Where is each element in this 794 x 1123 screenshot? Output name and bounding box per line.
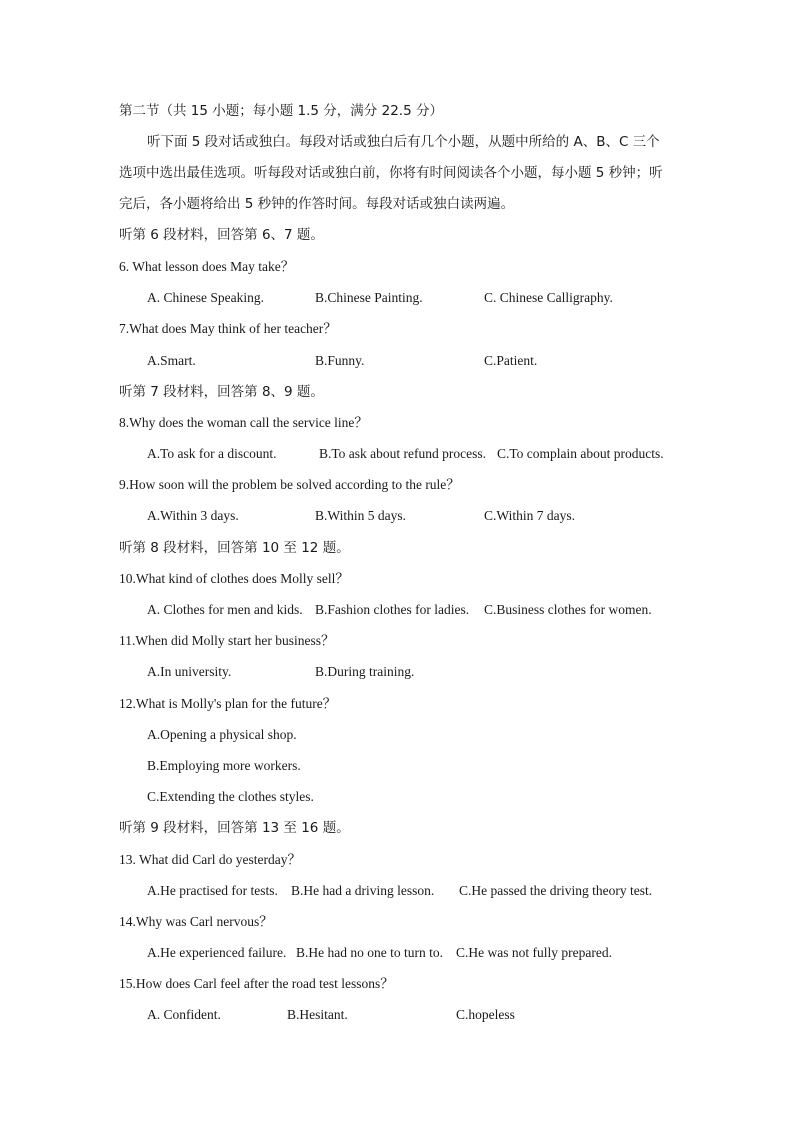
question-11: 11.When did Molly start her business？ <box>119 633 335 648</box>
question-6: 6. What lesson does May take？ <box>119 259 295 274</box>
question-14-option-a: A.He experienced failure. <box>147 945 287 960</box>
group-heading-7: 听第 7 段材料，回答第 8、9 题。 <box>119 384 324 400</box>
group-heading-6: 听第 6 段材料，回答第 6、7 题。 <box>119 227 324 243</box>
question-6-option-b: B.Chinese Painting. <box>315 290 423 305</box>
question-8-option-c: C.To complain about products. <box>497 446 664 461</box>
question-10-option-b: B.Fashion clothes for ladies. <box>315 602 470 617</box>
question-12-option-b: B.Employing more workers. <box>147 758 301 773</box>
question-8: 8.Why does the woman call the service line？ <box>119 415 368 430</box>
question-14-option-b: B.He had no one to turn to. <box>296 945 443 960</box>
question-8-option-a: A.To ask for a discount. <box>147 446 277 461</box>
question-11-option-a: A.In university. <box>147 664 232 679</box>
question-6-option-c: C. Chinese Calligraphy. <box>484 290 613 305</box>
question-13-option-b: B.He had a driving lesson. <box>291 883 435 898</box>
question-9-option-b: B.Within 5 days. <box>315 508 406 523</box>
question-15-option-b: B.Hesitant. <box>287 1007 348 1022</box>
instruction-line-3: 完后，各小题将给出 5 秒钟的作答时间。每段对话或独白读两遍。 <box>119 196 515 212</box>
question-10-option-a: A. Clothes for men and kids. <box>147 602 303 617</box>
question-11-option-b: B.During training. <box>315 664 415 679</box>
question-7-option-c: C.Patient. <box>484 353 538 368</box>
group-heading-9: 听第 9 段材料，回答第 13 至 16 题。 <box>119 820 350 836</box>
question-6-option-a: A. Chinese Speaking. <box>147 290 264 305</box>
question-12: 12.What is Molly's plan for the future？ <box>119 696 337 711</box>
question-14: 14.Why was Carl nervous？ <box>119 914 273 929</box>
instruction-line-1: 听下面 5 段对话或独白。每段对话或独白后有几个小题，从题中所给的 A、B、C 三个 <box>147 134 660 150</box>
question-7-option-b: B.Funny. <box>315 353 365 368</box>
question-7: 7.What does May think of her teacher？ <box>119 321 337 336</box>
question-9: 9.How soon will the problem be solved according to the rule？ <box>119 477 460 492</box>
question-13-option-a: A.He practised for tests. <box>147 883 278 898</box>
question-12-option-c: C.Extending the clothes styles. <box>147 789 314 804</box>
question-15-option-a: A. Confident. <box>147 1007 221 1022</box>
group-heading-8: 听第 8 段材料，回答第 10 至 12 题。 <box>119 540 350 556</box>
question-15: 15.How does Carl feel after the road test lessons？ <box>119 976 394 991</box>
question-8-option-b: B.To ask about refund process. <box>319 446 487 461</box>
question-12-option-a: A.Opening a physical shop. <box>147 727 297 742</box>
question-15-option-c: C.hopeless <box>456 1007 515 1022</box>
question-9-option-a: A.Within 3 days. <box>147 508 239 523</box>
question-9-option-c: C.Within 7 days. <box>484 508 575 523</box>
question-14-option-c: C.He was not fully prepared. <box>456 945 612 960</box>
section-title: 第二节（共 15 小题；每小题 1.5 分，满分 22.5 分） <box>119 103 443 119</box>
instruction-line-2: 选项中选出最佳选项。听每段对话或独白前，你将有时间阅读各个小题，每小题 5 秒钟；听 <box>119 165 663 181</box>
question-13: 13. What did Carl do yesterday？ <box>119 852 301 867</box>
question-7-option-a: A.Smart. <box>147 353 196 368</box>
question-13-option-c: C.He passed the driving theory test. <box>459 883 653 898</box>
question-10: 10.What kind of clothes does Molly sell？ <box>119 571 349 586</box>
question-10-option-c: C.Business clothes for women. <box>484 602 652 617</box>
